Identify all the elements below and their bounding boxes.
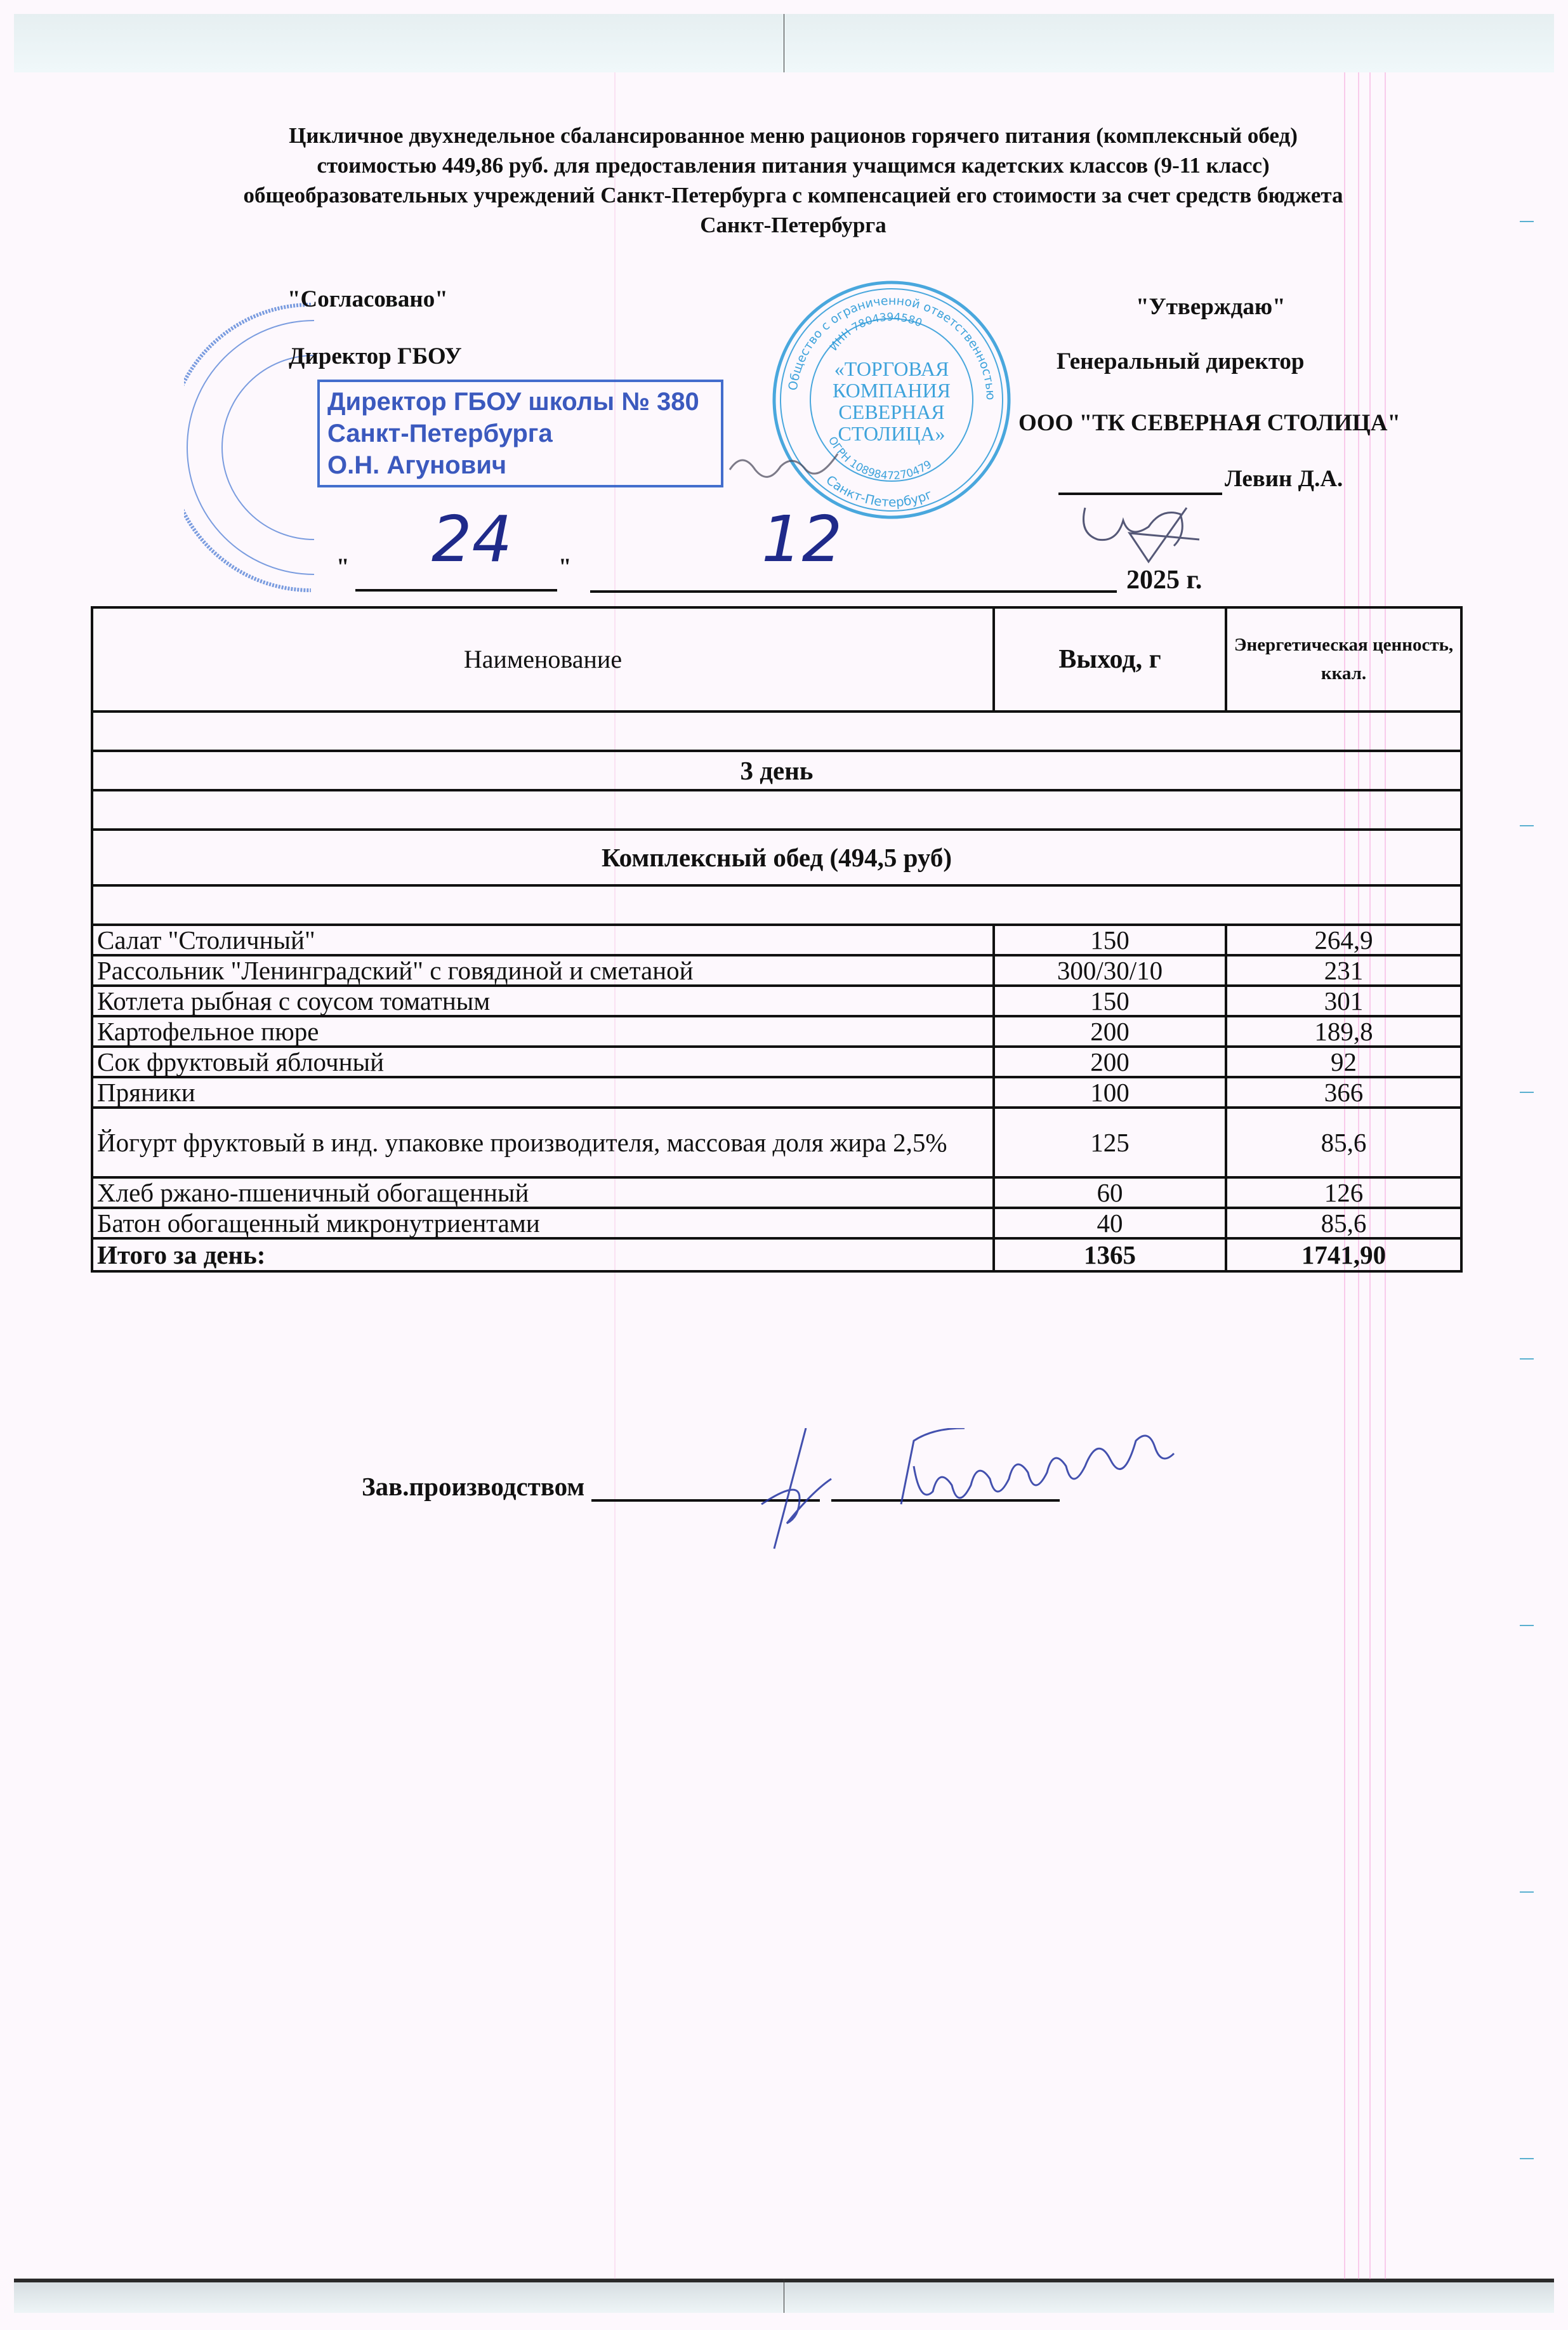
table-row [92, 1108, 1461, 1177]
stamp-center-line: СЕВЕРНАЯ [838, 400, 945, 423]
production-manager-block [362, 1471, 1060, 1502]
item-name: Котлета рыбная с соусом томатным [92, 986, 994, 1016]
stamp-inn: ИНН 7804394580 [827, 310, 924, 354]
item-name: Картофельное пюре [92, 1016, 994, 1047]
handwritten-month: 12 [761, 502, 843, 576]
item-kcal: 85,6 [1226, 1208, 1461, 1238]
stamp-center-line: «ТОРГОВАЯ [834, 357, 949, 380]
total-yield: 1365 [994, 1238, 1226, 1271]
table-row [92, 1208, 1461, 1238]
menu-table [91, 606, 1463, 1273]
day-label: 3 день [92, 751, 1461, 790]
edge-mark [1520, 1358, 1534, 1360]
title-line: Цикличное двухнедельное сбалансированное меню рационов горячего питания (комплексный обед) [289, 123, 1298, 148]
edge-mark [1520, 1891, 1534, 1893]
item-yield: 100 [994, 1077, 1226, 1108]
blank-cell [92, 885, 1461, 925]
edge-mark [1520, 221, 1534, 222]
item-name: Рассольник "Ленинградский" с говядиной и сметаной [92, 955, 994, 986]
approval-year: 2025 г. [1126, 566, 1202, 595]
stamp-line: О.Н. Агунович [327, 451, 507, 479]
stamp-ogrn: ОГРН 1089847270479 [825, 434, 935, 483]
header-yield: Выход, г [994, 607, 1226, 712]
blank-cell [92, 712, 1461, 751]
title-line: стоимостью 449,86 руб. для предоставления питания учащимся кадетских классов (9-11 класс) [317, 153, 1270, 178]
item-kcal: 85,6 [1226, 1108, 1461, 1177]
date-day-line [355, 589, 557, 592]
stamp-ring-text: Общество с ограниченной ответственностью [786, 293, 998, 400]
item-name: Батон обогащенный микронутриентами [92, 1208, 994, 1238]
signature-line [591, 1499, 820, 1502]
table-row [92, 1016, 1461, 1047]
lunch-row [92, 830, 1461, 885]
table-row [92, 986, 1461, 1016]
title-line: Санкт-Петербурга [700, 213, 886, 237]
item-kcal: 231 [1226, 955, 1461, 986]
production-manager-label: Зав.производством [362, 1472, 585, 1501]
company-round-stamp [771, 279, 1012, 520]
stamp-line: Директор ГБОУ школы № 380 [327, 388, 699, 416]
item-yield: 60 [994, 1177, 1226, 1208]
item-yield: 125 [994, 1108, 1226, 1177]
director-signature-line [1058, 493, 1222, 495]
item-yield: 300/30/10 [994, 955, 1226, 986]
item-yield: 200 [994, 1047, 1226, 1077]
total-row [92, 1238, 1461, 1271]
blank-row [92, 790, 1461, 830]
document-title [95, 121, 1491, 240]
school-director-stamp [317, 380, 723, 487]
table-row [92, 1077, 1461, 1108]
general-director-signature [1072, 501, 1218, 565]
total-label: Итого за день: [92, 1238, 994, 1271]
edge-mark [1520, 1092, 1534, 1093]
item-yield: 200 [994, 1016, 1226, 1047]
total-kcal: 1741,90 [1226, 1238, 1461, 1271]
stamp-line: Санкт-Петербурга [327, 420, 553, 447]
edge-mark [1520, 1625, 1534, 1626]
title-line: общеобразовательных учреждений Санкт-Петербурга с компенсацией его стоимости за счет средств бюджета [243, 183, 1343, 208]
table-row [92, 955, 1461, 986]
item-name: Йогурт фруктовый в инд. упаковке производителя, массовая доля жира 2,5% [92, 1108, 994, 1177]
blank-cell [92, 790, 1461, 830]
day-row [92, 751, 1461, 790]
date-open-quote: " [336, 554, 350, 580]
item-yield: 40 [994, 1208, 1226, 1238]
edge-mark [1520, 2158, 1534, 2159]
table-row [92, 925, 1461, 955]
date-close-quote: " [558, 554, 572, 580]
item-kcal: 126 [1226, 1177, 1461, 1208]
item-name: Салат "Столичный" [92, 925, 994, 955]
edge-mark [1520, 825, 1534, 826]
item-kcal: 92 [1226, 1047, 1461, 1077]
item-yield: 150 [994, 925, 1226, 955]
item-yield: 150 [994, 986, 1226, 1016]
table-row [92, 1177, 1461, 1208]
approval-heading-right: "Утверждаю" [1136, 294, 1286, 320]
approval-organization: ООО "ТК СЕВЕРНАЯ СТОЛИЦА" [1018, 410, 1400, 436]
lunch-label: Комплексный обед (494,5 руб) [92, 830, 1461, 885]
header-energy: Энергетическая ценность, ккал. [1226, 607, 1461, 712]
date-month-line [590, 590, 1117, 593]
item-name: Сок фруктовый яблочный [92, 1047, 994, 1077]
approval-position-right: Генеральный директор [1057, 348, 1305, 374]
item-name: Хлеб ржано-пшеничный обогащенный [92, 1177, 994, 1208]
approval-heading-left: "Согласовано" [287, 286, 448, 312]
item-kcal: 366 [1226, 1077, 1461, 1108]
table-row [92, 1047, 1461, 1077]
handwritten-day: 24 [432, 502, 513, 576]
name-line [831, 1499, 1060, 1502]
blank-row [92, 885, 1461, 925]
item-name: Пряники [92, 1077, 994, 1108]
approval-position-left: Директор ГБОУ [289, 343, 462, 369]
table-header-row [92, 607, 1461, 712]
item-kcal: 264,9 [1226, 925, 1461, 955]
item-kcal: 301 [1226, 986, 1461, 1016]
stamp-center-line: СТОЛИЦА» [838, 422, 945, 445]
header-name: Наименование [92, 607, 994, 712]
stamp-center-line: КОМПАНИЯ [833, 379, 951, 402]
blank-row [92, 712, 1461, 751]
item-kcal: 189,8 [1226, 1016, 1461, 1047]
stamp-city: Санкт-Петербург [823, 472, 935, 510]
director-name: Левин Д.А. [1225, 466, 1343, 492]
